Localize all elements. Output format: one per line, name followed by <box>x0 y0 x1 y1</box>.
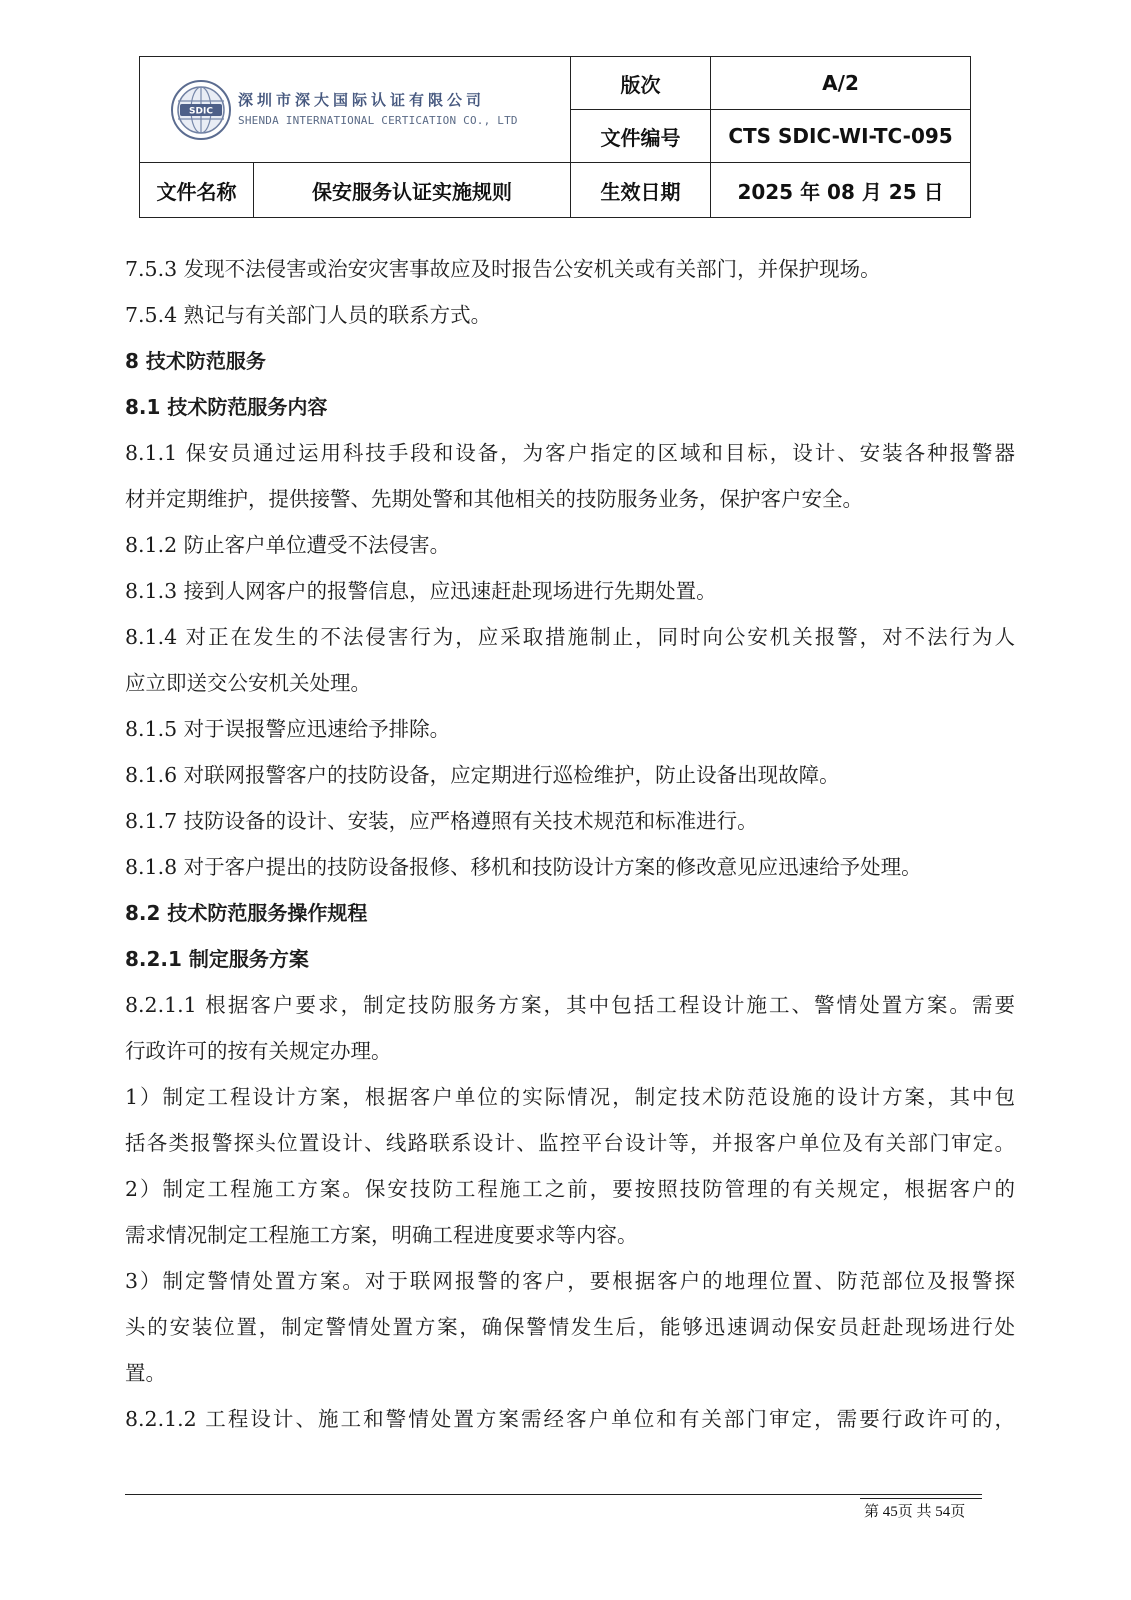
paragraph-line: 头的安装位置，制定警情处置方案，确保警情发生后，能够迅速调动保安员赶赴现场进行处 <box>125 1315 1015 1339</box>
document-header-table <box>139 56 971 218</box>
effective-date-value: 2025 年 08 月 25 日 <box>711 163 971 218</box>
paragraph-line: 7.5.3 发现不法侵害或治安灾害事故应及时报告公安机关或有关部门，并保护现场。 <box>125 257 881 281</box>
paragraph-line: 3）制定警情处置方案。对于联网报警的客户，要根据客户的地理位置、防范部位及报警探 <box>125 1269 1015 1293</box>
paragraph-line: 8.1.2 防止客户单位遭受不法侵害。 <box>125 533 451 557</box>
paragraph-line: 8.1.7 技防设备的设计、安装，应严格遵照有关技术规范和标准进行。 <box>125 809 758 833</box>
company-logo <box>170 79 570 141</box>
paragraph-line: 8.1.5 对于误报警应迅速给予排除。 <box>125 717 451 741</box>
footer-divider-short <box>860 1498 982 1499</box>
section-heading: 8 技术防范服务 <box>125 349 266 373</box>
paragraph-line: 置。 <box>125 1361 166 1385</box>
paragraph-line: 需求情况制定工程施工方案，明确工程进度要求等内容。 <box>125 1223 638 1247</box>
footer-divider <box>125 1494 982 1495</box>
company-name-cn: 深圳市深大国际认证有限公司 <box>238 90 486 109</box>
paragraph-line: 应立即送交公安机关处理。 <box>125 671 371 695</box>
paragraph-line: 行政许可的按有关规定办理。 <box>125 1039 392 1063</box>
company-logo-cell <box>140 57 571 163</box>
document-name-label: 文件名称 <box>140 163 254 218</box>
paragraph-line: 7.5.4 熟记与有关部门人员的联系方式。 <box>125 303 492 327</box>
document-number-label: 文件编号 <box>571 110 711 163</box>
paragraph-line: 8.1.1 保安员通过运用科技手段和设备，为客户指定的区域和目标，设计、安装各种报警器 <box>125 441 1015 465</box>
document-name-value: 保安服务认证实施规则 <box>254 163 571 218</box>
paragraph-line: 8.1.6 对联网报警客户的技防设备，应定期进行巡检维护，防止设备出现故障。 <box>125 763 840 787</box>
paragraph-line: 8.1.3 接到人网客户的报警信息，应迅速赶赴现场进行先期处置。 <box>125 579 717 603</box>
globe-logo-icon <box>170 79 232 141</box>
paragraph-line: 括各类报警探头位置设计、线路联系设计、监控平台设计等，并报客户单位及有关部门审定。 <box>125 1131 1015 1155</box>
svg-text:SDIC: SDIC <box>189 106 213 116</box>
paragraph-line: 材并定期维护，提供接警、先期处警和其他相关的技防服务业务，保护客户安全。 <box>125 487 863 511</box>
company-name-en: SHENDA INTERNATIONAL CERTICATION CO., LTD <box>238 113 518 127</box>
subsection-heading: 8.1 技术防范服务内容 <box>125 395 328 419</box>
version-value: A/2 <box>711 57 971 110</box>
subsection-heading: 8.2.1 制定服务方案 <box>125 947 309 971</box>
page-number: 第 45页 共 54页 <box>864 1504 966 1520</box>
paragraph-line: 8.1.8 对于客户提出的技防设备报修、移机和技防设计方案的修改意见应迅速给予处理。 <box>125 855 922 879</box>
document-body <box>125 246 1015 1442</box>
document-number-value: CTS SDIC-WI-TC-095 <box>711 110 971 163</box>
version-label: 版次 <box>571 57 711 110</box>
subsection-heading: 8.2 技术防范服务操作规程 <box>125 901 368 925</box>
paragraph-line: 8.2.1.2 工程设计、施工和警情处置方案需经客户单位和有关部门审定，需要行政许可的， <box>125 1407 1015 1431</box>
paragraph-line: 2）制定工程施工方案。保安技防工程施工之前，要按照技防管理的有关规定，根据客户的 <box>125 1177 1015 1201</box>
paragraph-line: 8.1.4 对正在发生的不法侵害行为，应采取措施制止，同时向公安机关报警，对不法行为人 <box>125 625 1015 649</box>
effective-date-label: 生效日期 <box>571 163 711 218</box>
paragraph-line: 8.2.1.1 根据客户要求，制定技防服务方案，其中包括工程设计施工、警情处置方案。需要 <box>125 993 1015 1017</box>
paragraph-line: 1）制定工程设计方案，根据客户单位的实际情况，制定技术防范设施的设计方案，其中包 <box>125 1085 1015 1109</box>
